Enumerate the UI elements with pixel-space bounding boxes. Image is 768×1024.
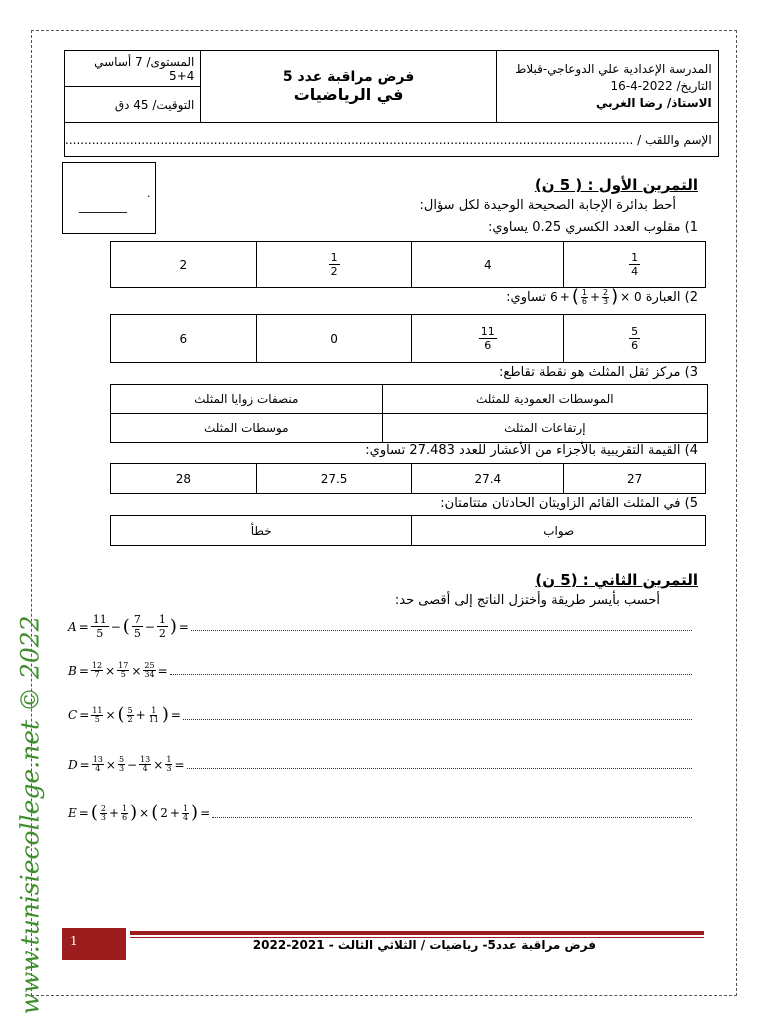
- q2-f1-num: 1: [581, 287, 587, 297]
- q3-option-2[interactable]: منصفات زوايا المثلث: [111, 385, 383, 414]
- expression-B: B = $\frac{12}{7}$ × $\frac{17}{5}$ × $\frac{25}{34}$ =: [68, 662, 692, 679]
- footer-page-number: 1: [70, 934, 78, 948]
- q1-option-b[interactable]: 4: [412, 242, 564, 288]
- expression-A: A = $\frac{11}{5}$ − ( $\frac{7}{5}$ − $\frac{1}{2}$ ) =: [68, 614, 692, 639]
- q4-option-4[interactable]: 28: [111, 464, 257, 494]
- question-4: 4) القيمة التقريبية بالأجزاء من الأعشار للعدد 27.483 تساوي:: [365, 443, 698, 458]
- C-f2-den: 2: [127, 714, 133, 724]
- exercise1-instruction: أحط بدائرة الإجابة الصحيحة الوحيدة لكل سؤال:: [419, 198, 676, 213]
- B-f2-den: 5: [120, 670, 126, 679]
- expr-E-var: E: [68, 806, 77, 820]
- q2-a-num: 5: [631, 325, 639, 338]
- expr-C-var: C: [68, 708, 78, 722]
- C-f2-num: 5: [127, 705, 133, 715]
- q2-suffix: تساوي:: [506, 289, 547, 305]
- answer-line-D[interactable]: [187, 768, 693, 769]
- q2-expr-times: × 0: [620, 290, 642, 304]
- q2-f2-num: 2: [603, 287, 609, 297]
- A-f2-num: 7: [133, 613, 141, 626]
- C-f3-den: 11: [148, 714, 159, 724]
- q5-option-false[interactable]: خطأ: [111, 516, 412, 546]
- exam-title-line2: في الرياضيات: [293, 85, 404, 104]
- q5-options: [110, 515, 706, 546]
- D-f1-num: 13: [92, 755, 103, 764]
- q2-option-b[interactable]: [412, 315, 564, 363]
- q1-c-den: 2: [330, 265, 338, 278]
- expr-B-var: B: [68, 663, 77, 678]
- q2-f1-den: 6: [581, 296, 587, 306]
- expr-A-var: A: [68, 619, 77, 634]
- E-f1-num: 2: [100, 803, 106, 813]
- exercise1-title: التمرين الأول : ( 5 ن): [534, 176, 698, 194]
- q2-option-c[interactable]: 0: [256, 315, 412, 363]
- q1-option-c[interactable]: [256, 242, 412, 288]
- answer-line-B[interactable]: [170, 674, 692, 675]
- E-f2-den: 6: [122, 812, 128, 822]
- C-f3-num: 1: [151, 705, 157, 715]
- A-f1-num: 11: [92, 613, 107, 626]
- score-dot: .: [147, 187, 151, 200]
- q2-expr-a: 6: [550, 290, 558, 304]
- q2-plus-inner: +: [589, 290, 601, 304]
- expression-D: D = $\frac{13}{4}$ × $\frac{5}{3}$ − $\frac{13}{4}$ × $\frac{1}{3}$ =: [68, 756, 692, 773]
- footer-rule-thick: [130, 931, 704, 935]
- q3-option-3[interactable]: إرتفاعات المثلث: [382, 414, 707, 443]
- q1-option-d[interactable]: 2: [111, 242, 257, 288]
- q4-options: [110, 463, 706, 494]
- level-cell: المستوى/ 7 أساسي 4+5: [65, 51, 201, 87]
- D-f2-num: 5: [118, 755, 125, 764]
- question-2: [506, 288, 698, 306]
- answer-line-E[interactable]: [212, 817, 692, 818]
- q2-expression: [550, 288, 642, 306]
- q2-option-d[interactable]: 6: [111, 315, 257, 363]
- score-box: [62, 162, 156, 234]
- header-table: [64, 50, 719, 157]
- q1-c-num: 1: [330, 251, 338, 264]
- q2-a-den: 6: [631, 339, 639, 352]
- D-f4-num: 1: [166, 755, 172, 764]
- B-f2-num: 17: [118, 661, 129, 670]
- q4-option-1[interactable]: 27: [564, 464, 706, 494]
- q2-options: [110, 314, 706, 363]
- exercise2-title: التمرين الثاني : (5 ن): [535, 571, 698, 589]
- expression-C: C = $\frac{11}{5}$ × ( $\frac{5}{2}$ + $\frac{1}{11}$ ) =: [68, 706, 692, 724]
- E-f2-num: 1: [122, 803, 128, 813]
- exercise2-instruction: أحسب بأيسر طريقة وأختزل الناتج إلى أقصى حد:: [394, 593, 660, 608]
- q1-a-num: 1: [631, 251, 639, 264]
- expr-D-var: D: [68, 757, 78, 772]
- D-f1-den: 4: [95, 764, 101, 773]
- B-f1-num: 12: [91, 661, 103, 670]
- A-f1-den: 5: [96, 627, 104, 640]
- q3-option-4[interactable]: موسطات المثلث: [111, 414, 383, 443]
- A-f3-num: 1: [158, 613, 166, 626]
- B-f1-den: 7: [94, 670, 100, 679]
- B-f3-den: 34: [144, 670, 155, 679]
- q2-open-paren: (: [571, 286, 579, 307]
- q5-option-true[interactable]: صواب: [412, 516, 706, 546]
- question-1: 1) مقلوب العدد الكسري 0.25 يساوي:: [488, 220, 698, 235]
- q2-expr-plus: +: [559, 290, 570, 304]
- B-f3-num: 25: [144, 661, 155, 670]
- E-f3-num: 1: [182, 803, 189, 813]
- q2-close-paren: ): [611, 286, 619, 307]
- watermark: www.tunisiecollege.net © 2022: [15, 615, 45, 1015]
- E-int: 2: [160, 806, 168, 820]
- D-f2-den: 3: [118, 764, 125, 773]
- D-f3-den: 4: [142, 764, 148, 773]
- E-f3-den: 4: [182, 812, 189, 822]
- q3-options: [110, 384, 708, 443]
- exam-title-line1: فرض مراقبة عدد 5: [282, 69, 415, 85]
- duration-cell: التوقيت/ 45 دق: [65, 87, 201, 123]
- question-5: 5) في المثلث القائم الزاويتان الحادتان متتامتان:: [440, 496, 698, 511]
- q2-prefix: 2) العبارة: [645, 289, 698, 305]
- q1-option-a[interactable]: [564, 242, 706, 288]
- teacher-name: الاستاذ/ رضا الغربي: [596, 95, 712, 110]
- exam-date: التاريخ/ 2022-4-16: [610, 79, 712, 94]
- C-f1-den: 5: [94, 714, 100, 724]
- q1-a-den: 4: [631, 265, 639, 278]
- answer-line-C[interactable]: [183, 719, 692, 720]
- student-name-field[interactable]: الإسم واللقب / .....................................................................................................................................................: [65, 123, 719, 157]
- expression-E: E = ( $\frac{2}{3}$ + $\frac{1}{6}$ ) × ( 2 + $\frac{1}{4}$ ) =: [68, 804, 692, 822]
- exam-title-cell: [201, 51, 496, 123]
- q2-option-a[interactable]: [564, 315, 706, 363]
- school-name: المدرسة الإعدادية علي الدوعاجي-قبلاط: [515, 62, 712, 77]
- A-f2-den: 5: [133, 627, 141, 640]
- question-3: 3) مركز ثقل المثلث هو نقطة تقاطع:: [499, 365, 698, 380]
- q1-options: [110, 241, 706, 288]
- footer-text: فرض مراقبة عدد5- رياضيات / الثلاثي الثالث - 2021-2022: [252, 938, 596, 952]
- q2-b-num: 11: [480, 325, 495, 338]
- answer-line-A[interactable]: [191, 630, 692, 631]
- A-f3-den: 2: [158, 627, 166, 640]
- E-f1-den: 3: [100, 812, 106, 822]
- score-line: ________: [79, 199, 127, 213]
- C-f1-num: 11: [92, 705, 103, 715]
- school-info-cell: [496, 51, 718, 123]
- q2-f2-den: 3: [603, 296, 609, 306]
- q3-option-1[interactable]: الموسطات العمودية للمثلث: [382, 385, 707, 414]
- q2-b-den: 6: [484, 339, 492, 352]
- D-f3-num: 13: [140, 755, 151, 764]
- D-f4-den: 3: [166, 764, 172, 773]
- q4-option-2[interactable]: 27.4: [412, 464, 564, 494]
- footer-page-box: [62, 928, 126, 960]
- q4-option-3[interactable]: 27.5: [256, 464, 412, 494]
